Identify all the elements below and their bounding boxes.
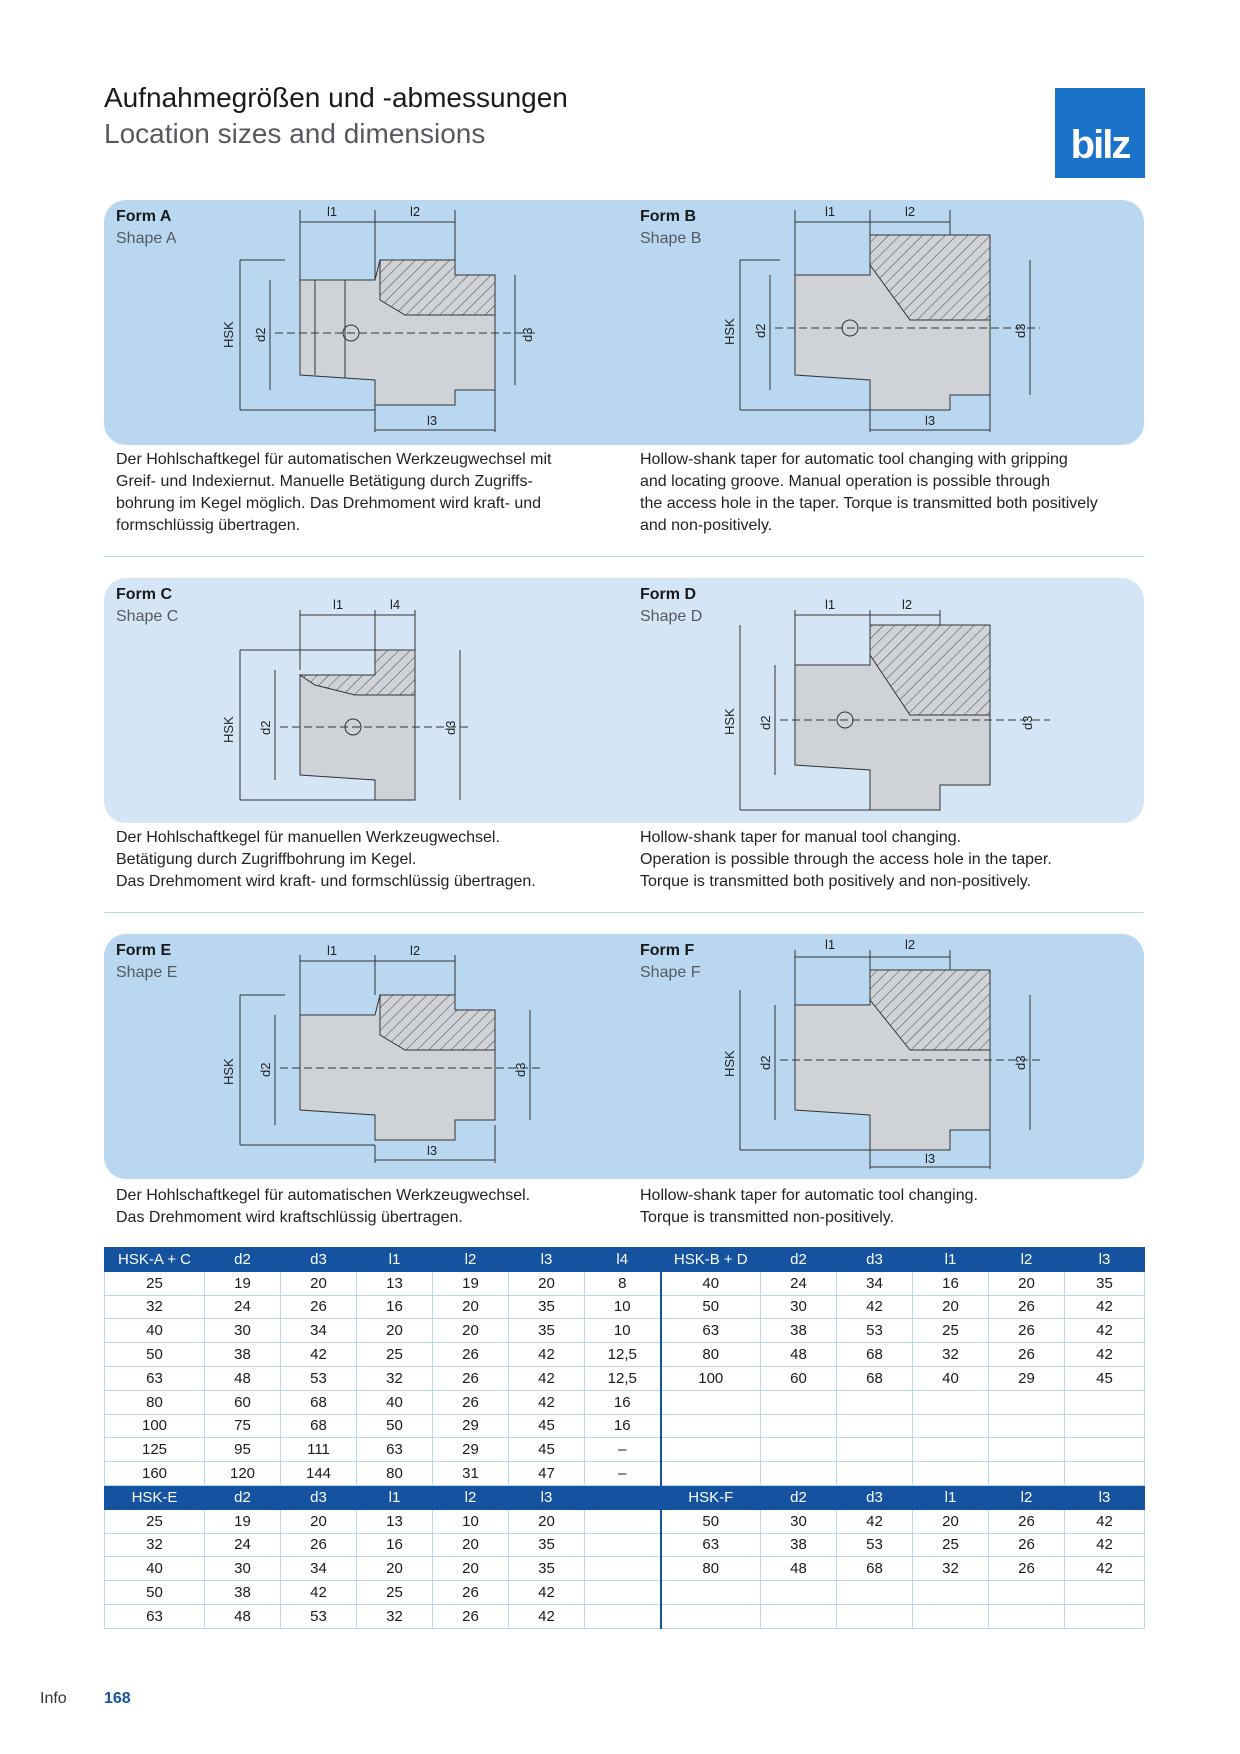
table-cell: 42 (1065, 1557, 1145, 1581)
table-cell: l2 (433, 1248, 509, 1272)
table-cell: 26 (433, 1390, 509, 1414)
form-b-l3-label: l3 (925, 413, 936, 428)
table-cell: 25 (357, 1343, 433, 1367)
table-cell: – (585, 1462, 661, 1486)
table-cell (1065, 1604, 1145, 1628)
table-cell: d3 (837, 1248, 913, 1272)
shape-f-label: Shape F (640, 964, 701, 981)
form-a-l1-label: l1 (327, 204, 338, 219)
table-cell: 16 (585, 1414, 661, 1438)
table-cell (585, 1509, 661, 1533)
table-cell (1065, 1414, 1145, 1438)
table-cell: 48 (761, 1343, 837, 1367)
table-cell: 40 (105, 1319, 205, 1343)
table-cell: 42 (509, 1604, 585, 1628)
table-cell (661, 1390, 761, 1414)
table-cell: 53 (837, 1533, 913, 1557)
table-cell: 20 (509, 1509, 585, 1533)
table-cell: 25 (105, 1509, 205, 1533)
table-row (105, 1438, 1145, 1462)
table-cell: 80 (661, 1557, 761, 1581)
table-cell: 12,5 (585, 1366, 661, 1390)
table-cell: 26 (989, 1533, 1065, 1557)
dimensions-table (104, 1247, 1145, 1629)
table-cell: 32 (913, 1557, 989, 1581)
table-cell: 31 (433, 1462, 509, 1486)
table-cell: l3 (509, 1485, 585, 1509)
form-e-description: Der Hohlschaftkegel für automatischen Werkzeugwechsel. Das Drehmoment wird kraftschlüssig übertragen. (116, 1187, 531, 1226)
table-cell: 68 (837, 1343, 913, 1367)
table-cell: 53 (281, 1366, 357, 1390)
table-row (105, 1343, 1145, 1367)
form-f-l3-label: l3 (925, 1151, 936, 1166)
table-row (105, 1581, 1145, 1605)
table-cell: 38 (205, 1343, 281, 1367)
table-cell: 25 (105, 1271, 205, 1295)
form-c-l1-label: l1 (333, 597, 344, 612)
form-f-diagram (720, 935, 1050, 1175)
table-row (105, 1271, 1145, 1295)
table-cell: 50 (105, 1581, 205, 1605)
table-cell: 38 (205, 1581, 281, 1605)
table-cell: 26 (989, 1509, 1065, 1533)
table-cell: 40 (661, 1271, 761, 1295)
table-cell: 20 (281, 1509, 357, 1533)
table-cell: 16 (913, 1271, 989, 1295)
table-cell (913, 1462, 989, 1486)
table-cell: 26 (989, 1295, 1065, 1319)
table-cell: 34 (281, 1319, 357, 1343)
table-cell (989, 1390, 1065, 1414)
table-cell: 20 (509, 1271, 585, 1295)
table-cell (913, 1414, 989, 1438)
form-b-label: Form B (640, 208, 696, 225)
table-cell: 80 (661, 1343, 761, 1367)
table-cell (989, 1414, 1065, 1438)
form-e-l2-label: l2 (410, 943, 421, 958)
shape-d-label: Shape D (640, 608, 703, 625)
table-cell (1065, 1390, 1145, 1414)
form-a-l3-label: l3 (427, 413, 438, 428)
form-e-hsk-label: HSK (221, 1058, 236, 1085)
table-cell: 48 (205, 1604, 281, 1628)
table-cell: l3 (509, 1248, 585, 1272)
table-cell: 45 (1065, 1366, 1145, 1390)
table-cell: l1 (913, 1248, 989, 1272)
table-cell: 30 (761, 1295, 837, 1319)
table-cell: 48 (205, 1366, 281, 1390)
table-cell: 42 (509, 1343, 585, 1367)
table-cell: l1 (357, 1248, 433, 1272)
table-cell: 63 (661, 1533, 761, 1557)
table-cell (989, 1462, 1065, 1486)
table-cell: 42 (1065, 1533, 1145, 1557)
form-b-hsk-label: HSK (722, 318, 737, 345)
table-cell: d2 (761, 1248, 837, 1272)
bilz-logo: bilz (1055, 88, 1145, 178)
table-cell: 20 (913, 1295, 989, 1319)
table-cell: 24 (205, 1533, 281, 1557)
table-cell: 25 (357, 1581, 433, 1605)
form-e-l3-label: l3 (427, 1143, 438, 1158)
table-cell: 29 (433, 1438, 509, 1462)
table-cell (661, 1414, 761, 1438)
table-cell: 24 (205, 1295, 281, 1319)
form-e-d2-label: d2 (258, 1062, 273, 1077)
table-cell: 26 (989, 1557, 1065, 1581)
table-row (105, 1509, 1145, 1533)
table-cell: 35 (509, 1533, 585, 1557)
table-cell: 80 (105, 1390, 205, 1414)
form-e-diagram (215, 935, 555, 1175)
table-cell (837, 1581, 913, 1605)
table-cell: 35 (1065, 1271, 1145, 1295)
table-cell (661, 1604, 761, 1628)
table-cell (837, 1604, 913, 1628)
table-cell: 34 (281, 1557, 357, 1581)
table-cell: 42 (1065, 1343, 1145, 1367)
table-cell (585, 1604, 661, 1628)
table-row (105, 1533, 1145, 1557)
table-cell: 20 (433, 1557, 509, 1581)
table-cell: 42 (1065, 1295, 1145, 1319)
table-cell: 16 (585, 1390, 661, 1414)
table-row (105, 1319, 1145, 1343)
table-cell (761, 1438, 837, 1462)
page-number: 168 (104, 1690, 131, 1707)
table-cell: 30 (205, 1319, 281, 1343)
table-cell: 63 (357, 1438, 433, 1462)
table-cell: 80 (357, 1462, 433, 1486)
table-cell (761, 1414, 837, 1438)
table-cell: 19 (205, 1271, 281, 1295)
table-cell: 60 (761, 1366, 837, 1390)
table-cell: 26 (433, 1366, 509, 1390)
table-cell: 26 (281, 1295, 357, 1319)
table-cell: 42 (281, 1343, 357, 1367)
table-header-row (105, 1248, 1145, 1272)
table-cell: 42 (1065, 1509, 1145, 1533)
table-cell: HSK-F (661, 1485, 761, 1509)
form-d-diagram (720, 585, 1050, 815)
table-cell: 20 (913, 1509, 989, 1533)
table-cell: 125 (105, 1438, 205, 1462)
form-e-l1-label: l1 (327, 943, 338, 958)
form-f-d2-label: d2 (758, 1055, 773, 1070)
table-cell: 53 (837, 1319, 913, 1343)
table-cell: 40 (105, 1557, 205, 1581)
table-cell: 30 (205, 1557, 281, 1581)
form-f-label: Form F (640, 942, 695, 959)
table-cell: 20 (433, 1533, 509, 1557)
table-cell: 32 (913, 1343, 989, 1367)
table-cell: 26 (433, 1604, 509, 1628)
form-d-d3-label: d3 (1020, 715, 1035, 730)
table-cell: 13 (357, 1271, 433, 1295)
table-cell: 45 (509, 1414, 585, 1438)
table-cell: 26 (989, 1319, 1065, 1343)
table-cell: 160 (105, 1462, 205, 1486)
table-cell (761, 1462, 837, 1486)
table-cell: 8 (585, 1271, 661, 1295)
table-cell: 50 (357, 1414, 433, 1438)
table-cell: d2 (205, 1485, 281, 1509)
table-cell: 32 (357, 1604, 433, 1628)
table-cell: 45 (509, 1438, 585, 1462)
form-f-hsk-label: HSK (722, 1050, 737, 1077)
form-a-label: Form A (116, 208, 172, 225)
table-row (105, 1366, 1145, 1390)
table-cell (913, 1604, 989, 1628)
table-cell (761, 1604, 837, 1628)
form-a-d2-label: d2 (253, 327, 268, 342)
table-cell: 16 (357, 1295, 433, 1319)
table-cell: 32 (105, 1533, 205, 1557)
table-cell: 63 (105, 1604, 205, 1628)
table-cell (1065, 1581, 1145, 1605)
form-c-d3-label: d3 (443, 720, 458, 735)
form-c-hsk-label: HSK (221, 716, 236, 743)
table-cell: 19 (205, 1509, 281, 1533)
table-cell: 29 (989, 1366, 1065, 1390)
table-cell (1065, 1438, 1145, 1462)
table-cell: 50 (105, 1343, 205, 1367)
table-cell: 95 (205, 1438, 281, 1462)
table-cell: 144 (281, 1462, 357, 1486)
form-c-label: Form C (116, 586, 172, 603)
table-cell: HSK-B + D (661, 1248, 761, 1272)
table-cell: 26 (433, 1343, 509, 1367)
table-cell: l4 (585, 1248, 661, 1272)
table-cell: l1 (357, 1485, 433, 1509)
table-cell: 111 (281, 1438, 357, 1462)
table-header-row (105, 1485, 1145, 1509)
table-cell: 100 (661, 1366, 761, 1390)
table-cell (989, 1604, 1065, 1628)
table-cell (837, 1438, 913, 1462)
form-a-l2-label: l2 (410, 204, 421, 219)
table-cell: 68 (281, 1414, 357, 1438)
form-a-description: Der Hohlschaftkegel für automatischen Werkzeugwechsel mit Greif- und Indexiernut. Manuelle Betätigung durch Zugriffs- bohrung im Kegel möglich. Das Drehmoment wird kraft- und formschlüssig übertragen. (116, 451, 552, 534)
table-cell: 47 (509, 1462, 585, 1486)
table-cell: 19 (433, 1271, 509, 1295)
table-cell: 20 (357, 1557, 433, 1581)
table-cell: 68 (837, 1366, 913, 1390)
table-cell: 63 (105, 1366, 205, 1390)
table-cell (761, 1581, 837, 1605)
table-cell (913, 1581, 989, 1605)
table-cell (585, 1581, 661, 1605)
form-f-l1-label: l1 (825, 937, 836, 952)
section-divider (104, 556, 1144, 557)
table-cell: 42 (281, 1581, 357, 1605)
table-cell: l1 (913, 1485, 989, 1509)
table-cell (837, 1462, 913, 1486)
table-cell: 68 (281, 1390, 357, 1414)
table-cell: 10 (433, 1509, 509, 1533)
table-cell: 50 (661, 1295, 761, 1319)
table-cell: 42 (1065, 1319, 1145, 1343)
table-cell (837, 1414, 913, 1438)
table-cell: 60 (205, 1390, 281, 1414)
form-d-hsk-label: HSK (722, 708, 737, 735)
shape-a-label: Shape A (116, 230, 177, 247)
table-row (105, 1557, 1145, 1581)
table-cell: 26 (433, 1581, 509, 1605)
form-f-description: Hollow-shank taper for automatic tool changing. Torque is transmitted non-positively. (640, 1187, 978, 1226)
table-cell: 40 (357, 1390, 433, 1414)
table-cell (661, 1438, 761, 1462)
table-cell: 25 (913, 1319, 989, 1343)
table-cell: 35 (509, 1319, 585, 1343)
table-cell: d3 (837, 1485, 913, 1509)
form-c-diagram (215, 585, 495, 805)
table-cell: 48 (761, 1557, 837, 1581)
table-cell: 40 (913, 1366, 989, 1390)
table-cell: 42 (509, 1366, 585, 1390)
form-b-l1-label: l1 (825, 204, 836, 219)
table-cell: 25 (913, 1533, 989, 1557)
table-cell (989, 1581, 1065, 1605)
table-cell: HSK-E (105, 1485, 205, 1509)
table-row (105, 1414, 1145, 1438)
table-cell: 20 (433, 1319, 509, 1343)
form-c-d2-label: d2 (258, 720, 273, 735)
form-d-label: Form D (640, 586, 696, 603)
form-a-hsk-label: HSK (221, 321, 236, 348)
form-b-l2-label: l2 (905, 204, 916, 219)
page-title-de: Aufnahmegrößen und -abmessungen (104, 82, 568, 113)
table-cell: HSK-A + C (105, 1248, 205, 1272)
form-d-l1-label: l1 (825, 597, 836, 612)
form-d-d2-label: d2 (758, 715, 773, 730)
table-cell: d3 (281, 1485, 357, 1509)
table-cell: 10 (585, 1295, 661, 1319)
table-cell: 42 (509, 1581, 585, 1605)
table-cell: 63 (661, 1319, 761, 1343)
table-cell (585, 1485, 661, 1509)
form-c-description: Der Hohlschaftkegel für manuellen Werkzeugwechsel. Betätigung durch Zugriffbohrung im Kegel. Das Drehmoment wird kraft- und formschlüssig übertragen. (116, 829, 536, 890)
form-b-d2-label: d2 (753, 323, 768, 338)
form-b-diagram (720, 200, 1050, 435)
table-cell: 42 (837, 1509, 913, 1533)
table-cell: d3 (281, 1248, 357, 1272)
footer-section: Info (40, 1690, 67, 1707)
table-cell: d2 (205, 1248, 281, 1272)
form-e-d3-label: d3 (513, 1062, 528, 1077)
table-cell: 38 (761, 1319, 837, 1343)
table-cell: 13 (357, 1509, 433, 1533)
table-row (105, 1604, 1145, 1628)
table-cell: 100 (105, 1414, 205, 1438)
table-cell (913, 1438, 989, 1462)
table-cell (761, 1390, 837, 1414)
table-cell: 75 (205, 1414, 281, 1438)
table-cell: 32 (357, 1366, 433, 1390)
section-divider (104, 912, 1144, 913)
table-cell (913, 1390, 989, 1414)
shape-c-label: Shape C (116, 608, 179, 625)
form-b-d3-label: d3 (1013, 323, 1028, 338)
table-cell: 42 (837, 1295, 913, 1319)
table-cell: 20 (433, 1295, 509, 1319)
table-cell: l2 (989, 1248, 1065, 1272)
table-cell: 53 (281, 1604, 357, 1628)
table-cell: 10 (585, 1319, 661, 1343)
table-cell: 50 (661, 1509, 761, 1533)
table-cell: 20 (357, 1319, 433, 1343)
table-cell: 42 (509, 1390, 585, 1414)
table-cell: – (585, 1438, 661, 1462)
table-cell: l3 (1065, 1485, 1145, 1509)
table-cell (661, 1462, 761, 1486)
table-cell: 26 (281, 1533, 357, 1557)
table-row (105, 1390, 1145, 1414)
table-cell: 35 (509, 1557, 585, 1581)
table-cell: d2 (761, 1485, 837, 1509)
table-cell (989, 1438, 1065, 1462)
table-cell: 20 (989, 1271, 1065, 1295)
form-d-description: Hollow-shank taper for manual tool changing. Operation is possible through the access hole in the taper. Torque is transmitted both positively and non-positively. (640, 829, 1052, 890)
table-cell: l2 (433, 1485, 509, 1509)
table-cell: 120 (205, 1462, 281, 1486)
table-row (105, 1462, 1145, 1486)
table-cell: 29 (433, 1414, 509, 1438)
table-cell: 35 (509, 1295, 585, 1319)
table-cell: l3 (1065, 1248, 1145, 1272)
table-cell: 26 (989, 1343, 1065, 1367)
table-cell: 12,5 (585, 1343, 661, 1367)
shape-e-label: Shape E (116, 964, 178, 981)
page-title-en: Location sizes and dimensions (104, 118, 486, 149)
form-f-l2-label: l2 (905, 937, 916, 952)
table-cell: 34 (837, 1271, 913, 1295)
table-cell (837, 1390, 913, 1414)
table-cell: 68 (837, 1557, 913, 1581)
form-d-l2-label: l2 (902, 597, 913, 612)
form-e-label: Form E (116, 942, 172, 959)
form-c-l4-label: l4 (390, 597, 401, 612)
shape-b-label: Shape B (640, 230, 702, 247)
table-cell (1065, 1462, 1145, 1486)
table-cell: 16 (357, 1533, 433, 1557)
form-a-diagram (215, 200, 555, 435)
form-a-d3-label: d3 (520, 327, 535, 342)
form-f-d3-label: d3 (1013, 1055, 1028, 1070)
table-cell: 20 (281, 1271, 357, 1295)
table-cell: 24 (761, 1271, 837, 1295)
table-cell (661, 1581, 761, 1605)
table-cell: 32 (105, 1295, 205, 1319)
table-cell: 38 (761, 1533, 837, 1557)
table-row (105, 1295, 1145, 1319)
form-b-description: Hollow-shank taper for automatic tool changing with gripping and locating groove. Manual operation is possible through the access hole in the taper. Torque is transmitted both positively and non-positively. (640, 451, 1098, 534)
table-cell: 30 (761, 1509, 837, 1533)
table-cell (585, 1557, 661, 1581)
table-cell: l2 (989, 1485, 1065, 1509)
table-cell (585, 1533, 661, 1557)
